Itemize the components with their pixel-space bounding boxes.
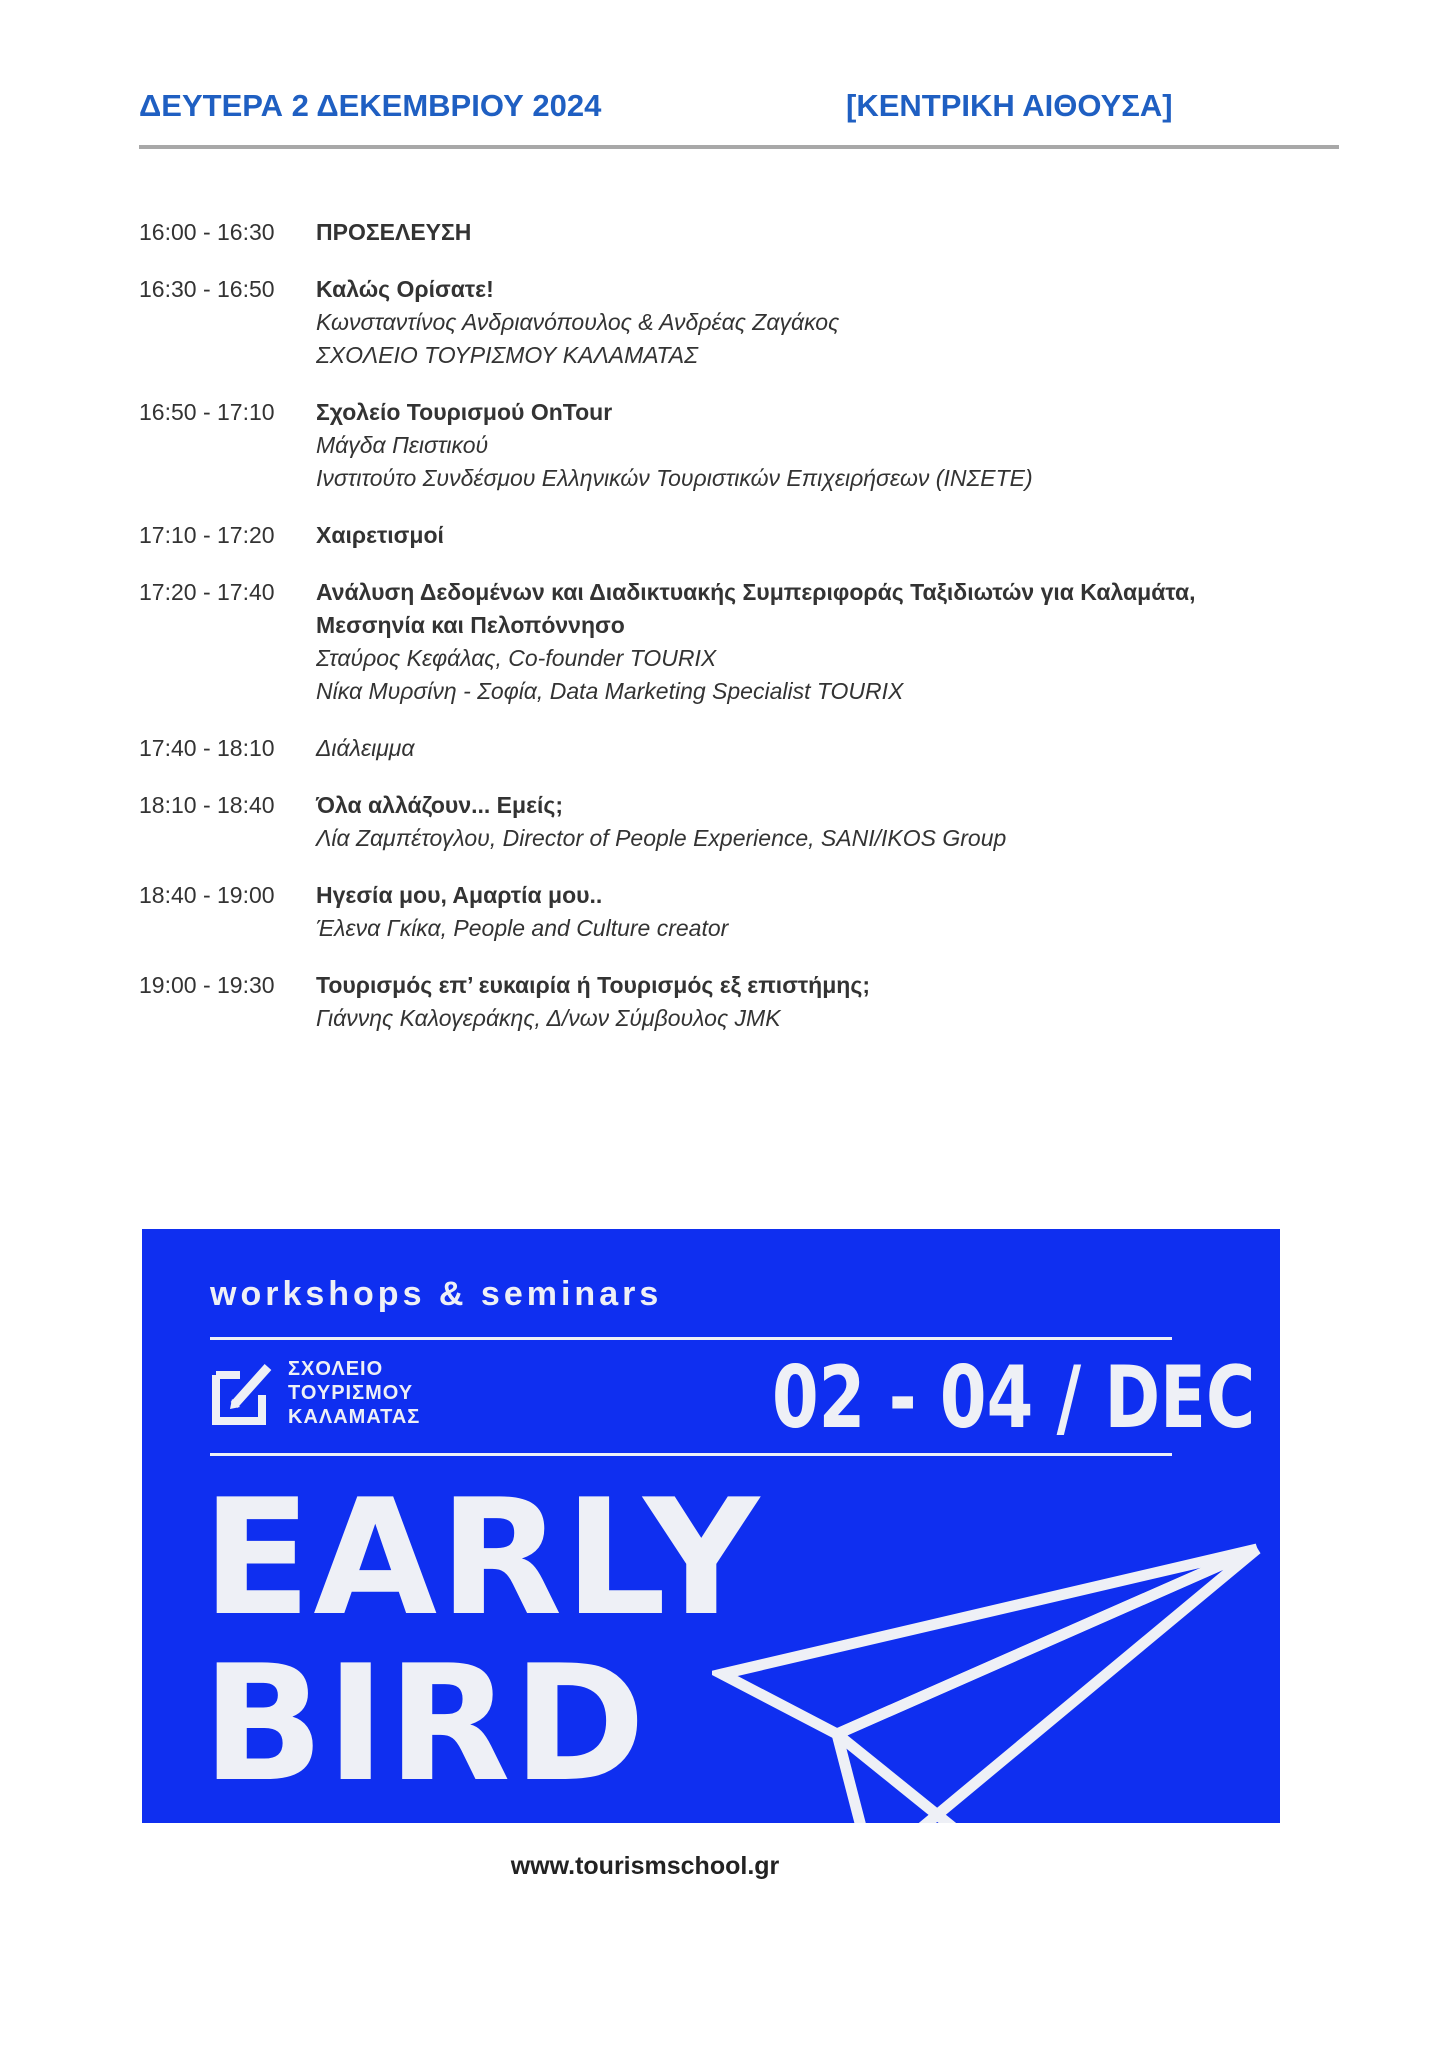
schedule-row [139, 879, 1339, 945]
session-organization: ΣΧΟΛΕΙΟ ΤΟΥΡΙΣΜΟΥ ΚΑΛΑΜΑΤΑΣ [316, 342, 698, 368]
room-name: [ΚΕΝΤΡΙΚΗ ΑΙΘΟΥΣΑ] [846, 88, 1173, 123]
banner-divider-bottom [210, 1453, 1172, 1456]
session-speaker: Έλενα Γκίκα, People and Culture creator [316, 915, 729, 941]
session-time: 16:00 - 16:30 [139, 219, 275, 245]
session-title: Χαιρετισμοί [316, 522, 444, 548]
school-logo-text [288, 1357, 420, 1429]
header-divider [139, 145, 1339, 149]
session-title: Τουρισμός επ’ ευκαιρία ή Τουρισμός εξ επιστήμης; [316, 972, 870, 998]
schedule-row [139, 396, 1339, 495]
schedule-row [139, 789, 1339, 855]
session-speaker: Λία Ζαμπέτογλου, Director of People Experience, SANI/IKOS Group [316, 825, 1007, 851]
session-time: 16:30 - 16:50 [139, 276, 275, 302]
session-time: 18:40 - 19:00 [139, 882, 275, 908]
edit-square-icon [210, 1359, 278, 1427]
session-title: Ανάλυση Δεδομένων και Διαδικτυακής Συμπεριφοράς Ταξιδιωτών για Καλαμάτα, [316, 579, 1196, 605]
early-bird-banner [142, 1229, 1280, 1823]
paper-plane-icon [712, 1529, 1272, 1823]
session-time: 17:20 - 17:40 [139, 579, 275, 605]
session-title: Ηγεσία μου, Αμαρτία μου.. [316, 882, 603, 908]
session-time: 17:10 - 17:20 [139, 522, 275, 548]
session-speaker: Γιάννης Καλογεράκης, Δ/νων Σύμβουλος JMK [316, 1005, 781, 1031]
banner-dates: 02 - 04 / DEC [772, 1348, 1256, 1448]
session-title: ΠΡΟΣΕΛΕΥΣΗ [316, 219, 472, 245]
session-title: Σχολείο Τουρισμού OnTour [316, 399, 613, 425]
schedule [139, 216, 1339, 1059]
schedule-row [139, 273, 1339, 372]
page-header [139, 88, 1339, 138]
session-time: 18:10 - 18:40 [139, 792, 275, 818]
schedule-row [139, 732, 1339, 765]
session-title: Όλα αλλάζουν... Εμείς; [316, 792, 564, 818]
schedule-row [139, 576, 1339, 708]
session-time: 19:00 - 19:30 [139, 972, 275, 998]
session-time: 16:50 - 17:10 [139, 399, 275, 425]
website-link[interactable]: www.tourismschool.gr [510, 1852, 780, 1880]
session-title-continued: Μεσσηνία και Πελοπόννησο [316, 612, 625, 638]
session-speaker: Κωνσταντίνος Ανδριανόπουλος & Ανδρέας Ζαγάκος [316, 309, 840, 335]
schedule-row [139, 216, 1339, 249]
schedule-row [139, 969, 1339, 1035]
logo-line: ΤΟΥΡΙΣΜΟΥ [288, 1382, 414, 1404]
session-speaker: Μάγδα Πειστικού [316, 432, 489, 458]
banner-subtitle: workshops & seminars [210, 1275, 663, 1313]
schedule-row [139, 519, 1339, 552]
banner-divider-top [210, 1337, 1172, 1340]
headline-early: EARLY [202, 1464, 762, 1651]
session-speaker: Σταύρος Κεφάλας, Co-founder TOURIX [316, 645, 717, 671]
headline-bird: BIRD [202, 1630, 648, 1817]
session-title: Καλώς Ορίσατε! [316, 276, 494, 302]
session-speaker: Νίκα Μυρσίνη - Σοφία, Data Marketing Specialist TOURIX [316, 678, 904, 704]
logo-line: ΚΑΛΑΜΑΤΑΣ [288, 1406, 421, 1428]
event-date: ΔΕΥΤΕΡΑ 2 ΔΕΚΕΜΒΡΙΟΥ 2024 [139, 88, 602, 123]
session-time: 17:40 - 18:10 [139, 735, 275, 761]
logo-line: ΣΧΟΛΕΙΟ [288, 1358, 384, 1380]
session-organization: Ινστιτούτο Συνδέσμου Ελληνικών Τουριστικών Επιχειρήσεων (ΙΝΣΕΤΕ) [316, 465, 1033, 491]
session-title: Διάλειμμα [316, 735, 415, 761]
